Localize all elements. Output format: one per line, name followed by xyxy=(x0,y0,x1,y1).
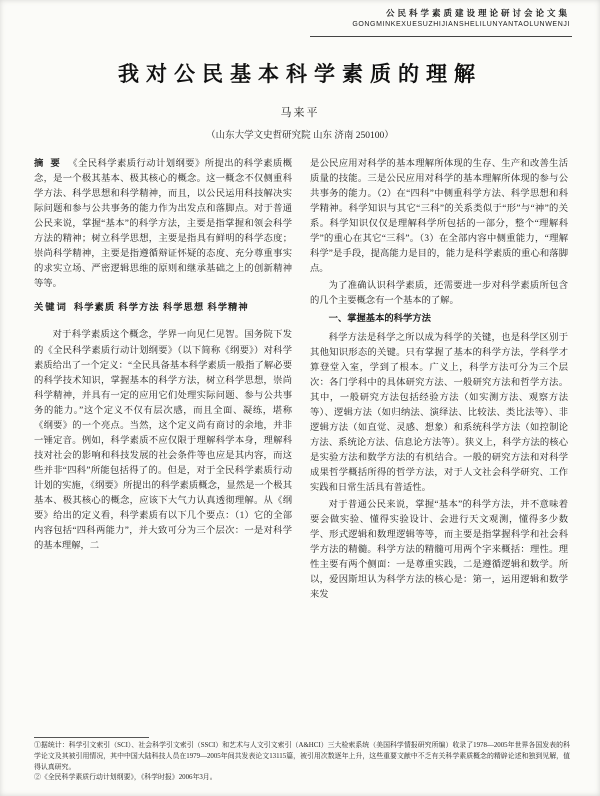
page-header xyxy=(352,7,570,28)
body-paragraph: 科学方法是科学之所以成为科学的关键，也是科学区别于其他知识形态的关键。只有掌握了基本的科学方法，学科学才算登堂入室，学到了根本。广义上，科学方法可分为三个层次：各门学科中的具体研究方法、一般研究方法和哲学方法。其中，一般研究方法包括经验方法（如实测方法、观察方法等）、逻辑方法（如归纳法、演绎法、比较法、类比法等）、非逻辑方法（如直觉、灵感、想象）和系统科学方法（如控制论方法、系统论方法、信息论方法等）。狭义上，科学方法的核心是实验方法和数学方法的有机结合。一般的研究方法和对科学成果哲学概括所得的哲学方法，对于人文社会科学研究、工作实践和日常生活具有普适性。 xyxy=(310,332,568,493)
proceedings-title: 公民科学素质建设理论研讨会论文集 xyxy=(385,8,570,18)
proceedings-title-pinyin: GONGMINKEXUESUZHIJIANSHELILUNYANTAOLUNWENJI xyxy=(352,21,570,28)
author-affiliation: （山东大学文史哲研究院 山东 济南 250100） xyxy=(206,131,394,141)
two-column-body xyxy=(34,157,568,719)
abstract-text: 《全民科学素质行动计划纲要》所提出的科学素质概念，是一个极其基本、极其核心的概念。这一概念不仅侧重科学方法、科学思想和科学精神，而且，以公民运用科技解决实际问题和参与公共事务的能力作为出发点和落脚点。对于普通公民来说，掌握“基本”的科学方法，主要是指掌握和领会科学方法的精神；树立科学思想，主要是指具有鲜明的科学态度；崇尚科学精神，主要是指遵循辩证怀疑的态度、充分尊重事实的求实立场、严密逻辑思维的原则和继承基础之上的创新精神等等。 xyxy=(34,159,292,290)
body-paragraph: 对于科学素质这个概念，学界一向见仁见智。国务院下发的《全民科学素质行动计划纲要》（以下简称《纲要》）对科学素质给出了一个定义：“全民具备基本科学素质一般指了解必要的科学技术知识，掌握基本的科学方法，树立科学思想，崇尚科学精神，并具有一定的应用它们处理实际问题、参与公共事务的能力。”这个定义不仅有层次感，而且全面、凝练，堪称《纲要》的一个亮点。当然，这个定义尚有商讨的余地，并非一锤定音。例如，科学素质不应仅限于理解科学本身，理解科技对社会的影响和科技发展的社会条件等也应是其内容，而这些并非“四科”所能包括得了的。但是，对于全民科学素质行动计划的实施，《纲要》所提出的科学素质概念，显然是一个极其基本、极其核心的概念，应该下大气力认真透彻理解。从《纲要》给出的定义看，科学素质有以下几个要点：（1）它的全部内容包括“四科两能力”，并大致可分为三个层次：一是对科学的基本理解，二 xyxy=(34,330,292,552)
body-paragraph: 对于普通公民来说，掌握“基本”的科学方法，并不意味着要会做实验、懂得实验设计、会进行天文观测，懂得多少数学、形式逻辑和数理逻辑等等，而主要是指掌握科学和社会科学方法的精髓。科学方法的精髓可用两个字来概括：理性。理性主要有两个侧面：一是尊重实践，二是遵循逻辑和数学。所以，爱因斯坦认为科学方法的核心是：第一，运用逻辑和数学来发 xyxy=(310,500,568,601)
footnotes xyxy=(34,737,570,784)
footnote-divider xyxy=(34,737,149,738)
keywords-text: 科学素质 科学方法 科学思想 科学精神 xyxy=(73,303,249,314)
article-title: 我对公民基本科学素质的理解 xyxy=(118,62,482,86)
author-name: 马来平 xyxy=(280,107,320,119)
keywords-block xyxy=(34,301,292,316)
footnote-item: ①据统计：科学引文索引（SCI）、社会科学引文索引（SSCI）和艺术与人文引文索引（A&HCI）三大检索系统（美国科学情报研究所编）收录了1978—2005年世界各国发表的科学论文及其被引用情况，其中中国大陆科技人员在1979—2005年间共发表论文13115篇，被引用次数逐年上升，这些重要文献中不乏有关科学素质概念的精辟论述和独到见解，值得认真研究。 xyxy=(34,742,570,771)
left-column xyxy=(34,157,292,719)
abstract-block xyxy=(34,157,292,292)
keywords-label: 关键词 xyxy=(34,303,68,314)
body-paragraph: 为了准确认识科学素质，还需要进一步对科学素质所包含的几个主要概念有一个基本的了解。 xyxy=(310,281,568,307)
right-column xyxy=(310,157,568,719)
abstract-label: 摘 要 xyxy=(34,159,63,169)
body-paragraph: 是公民应用对科学的基本理解所体现的生存、生产和改善生活质量的技能。三是公民应用对科学的基本理解所体现的参与公共事务的能力。（2）在“四科”中侧重科学方法、科学思想和科学精神。科学知识与其它“三科”的关系类似于“形”与“神”的关系。科学知识仅仅是理解科学所包括的一部分，整个“理解科学”的重心在其它“三科”。（3）在全部内容中侧重能力，“理解科学”是手段，提高能力是目的，能力是科学素质的重心和落脚点。 xyxy=(310,159,568,275)
footnote-item: ②《全民科学素质行动计划纲要》，《科学时报》2006年3月。 xyxy=(34,774,217,782)
section-heading: 一、掌握基本的科学方法 xyxy=(328,314,431,325)
header-divider xyxy=(310,36,572,37)
